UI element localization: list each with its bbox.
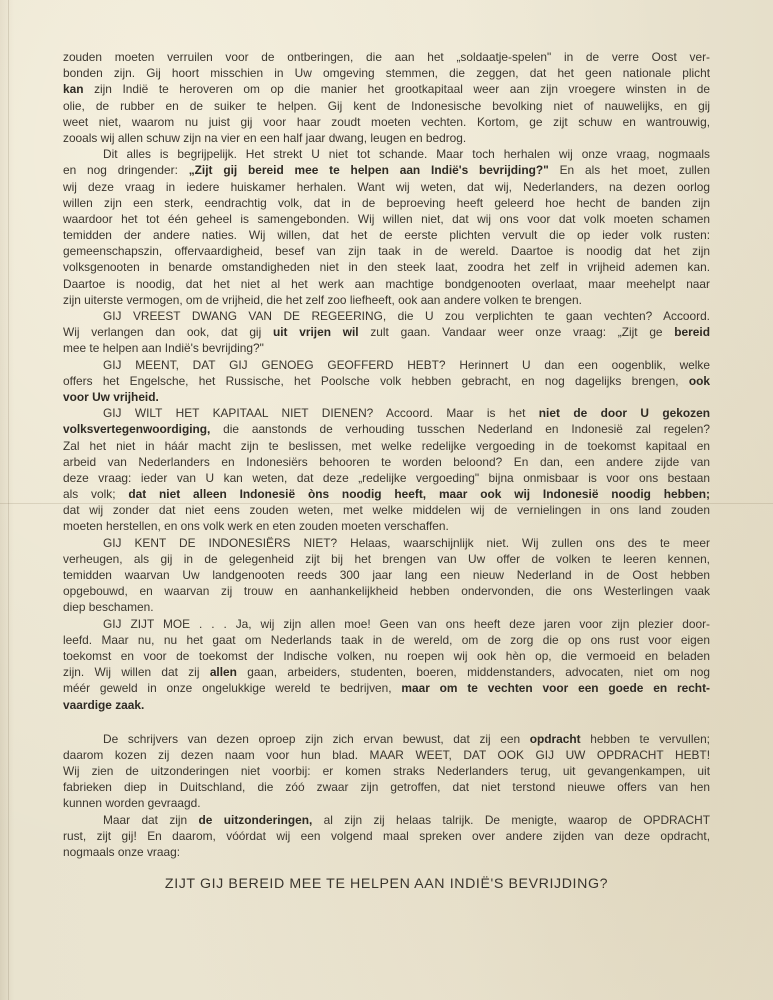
text-line bbox=[63, 438, 710, 454]
text-line bbox=[63, 502, 710, 518]
text-line bbox=[63, 357, 710, 373]
text: leefd. Maar nu, nu het gaat om Nederlands taak in de wereld, om de zorg die op ons rust voor eigen bbox=[63, 632, 710, 647]
bold-text: „Zijt gij bereid mee te helpen aan Indië's bevrijding?" bbox=[188, 163, 549, 178]
bold-text: dat niet alleen Indonesië òns noodig heeft, maar ook wij Indonesië noodig hebben; bbox=[128, 487, 710, 502]
document-body bbox=[63, 49, 710, 860]
text: kunnen worden gevraagd. bbox=[63, 796, 201, 811]
paragraph bbox=[63, 49, 710, 146]
text: hebben te vervullen; bbox=[580, 731, 710, 746]
paragraph bbox=[63, 616, 710, 713]
bold-text: vaardige zaak. bbox=[63, 697, 145, 712]
text: nogmaals onze vraag: bbox=[63, 845, 180, 859]
text-line bbox=[63, 308, 710, 324]
paragraph bbox=[63, 146, 710, 308]
paragraph bbox=[63, 405, 710, 535]
text-line bbox=[63, 470, 710, 486]
text: zooals wij allen schuw zijn na vier en een half jaar dwang, leugen en bedrog. bbox=[63, 130, 467, 145]
bold-text: bereid bbox=[674, 325, 710, 340]
text: bonden zijn. Gij hoort misschien in Uw omgeving stemmen, die zeggen, dat het geen nationale plicht bbox=[63, 66, 710, 81]
bold-text: allen bbox=[209, 665, 237, 680]
text: temidden waarvan Uw landgenooten reeds 300 jaar lang een nieuw Nederland in de Oost hebben bbox=[63, 568, 710, 582]
text-line bbox=[63, 130, 710, 146]
text-line bbox=[63, 763, 710, 779]
section-gap bbox=[63, 713, 710, 731]
text: Wij verlangen dan ook, dat gij bbox=[63, 325, 273, 340]
text-line bbox=[63, 680, 710, 696]
text: rust, zijt gij! En daarom, vóórdat wij een volgend maal spreken over andere zijden van deze opdracht, bbox=[63, 828, 710, 843]
paragraph bbox=[63, 357, 710, 406]
text-line bbox=[63, 454, 710, 470]
text: als volk; bbox=[63, 487, 129, 502]
text: willen zijn een sterk, eendrachtig volk, dat in de beproeving heeft geleerd hoe hecht de banden zijn bbox=[63, 195, 710, 210]
bold-text: de uitzonderingen, bbox=[198, 812, 313, 827]
text-line bbox=[63, 697, 710, 713]
text: diep beschamen. bbox=[63, 600, 154, 615]
text-line bbox=[63, 616, 710, 632]
text: gemeenschapszin, offervaardigheid, besef van zijn taak in de wereld. Daartoe is noodig dat het zijn bbox=[63, 244, 710, 259]
text-line bbox=[63, 648, 710, 664]
text-line bbox=[63, 146, 710, 162]
text-line bbox=[63, 551, 710, 567]
text-line bbox=[63, 632, 710, 648]
paragraph bbox=[63, 731, 710, 812]
text: temidden der andere naties. Wij willen, dat het de eerste plichten vervult die op ieder volk rusten: bbox=[63, 228, 710, 243]
text-line bbox=[63, 421, 710, 437]
text: GIJ WILT HET KAPITAAL NIET DIENEN? Accoord. Maar is het bbox=[103, 406, 539, 421]
paragraph bbox=[63, 535, 710, 616]
closing-heading: ZIJT GIJ BEREID MEE TE HELPEN AAN INDIË'S BEVRIJDING? bbox=[164, 876, 609, 892]
text: al zijn zij helaas talrijk. De menigte, waarop de OPDRACHT bbox=[312, 812, 710, 827]
text-line bbox=[63, 583, 710, 599]
text: zijn Indië te heroveren om op die manier het grootkapitaal weer aan zijn vroegere winsten in de bbox=[83, 82, 710, 97]
text-line bbox=[63, 812, 710, 828]
text-line bbox=[63, 195, 710, 211]
text-line bbox=[63, 324, 710, 340]
text-line bbox=[63, 828, 710, 844]
bold-text: maar om te vechten voor een goede en recht- bbox=[401, 681, 710, 696]
text: zult gaan. Vandaar weer onze vraag: „Zijt ge bbox=[358, 325, 675, 340]
text: wij deze vraag in iedere huiskamer herhalen. Want wij weten, dat wij, Nederlanders, na dezen oorlog bbox=[63, 179, 710, 194]
text: waardoor het tot één geheel is samengebonden. Wij willen niet, dat wij ons voor dat volk moeten schamen bbox=[63, 211, 710, 226]
text-line bbox=[63, 114, 710, 130]
text-line bbox=[63, 227, 710, 243]
text-line bbox=[63, 486, 710, 502]
bold-text: uit vrijen wil bbox=[272, 325, 359, 340]
text-line bbox=[63, 779, 710, 795]
text-line bbox=[63, 747, 710, 763]
text: dat wij zonder dat niet eens zouden weten, met welke middelen wij de vernielingen in ons land zouden bbox=[63, 503, 710, 518]
text-line bbox=[63, 211, 710, 227]
text: volksgenooten in benarde omstandigheden niet in den steek laat, zoodra het zelf in vrijheid ademen kan. bbox=[63, 260, 710, 275]
text-line bbox=[63, 731, 710, 747]
text: gaan, arbeiders, studenten, boeren, middenstanders, advocaten, niet om nog bbox=[236, 665, 711, 680]
bold-text: ook bbox=[688, 373, 710, 388]
bold-text: volksvertegenwoordiging, bbox=[63, 422, 211, 437]
text-line bbox=[63, 243, 710, 259]
text: moeten herstellen, en ons volk werk en eten zouden moeten verschaffen. bbox=[63, 519, 449, 534]
text: De schrijvers van dezen oproep zijn zich ervan bewust, dat zij een bbox=[103, 731, 530, 746]
text-line bbox=[63, 81, 710, 97]
bold-text: niet de door U gekozen bbox=[538, 406, 710, 421]
text: daarom kozen zij dezen naam voor hun blad. MAAR WEET, DAT OOK GIJ UW OPDRACHT HEBT! bbox=[63, 747, 710, 762]
text-line bbox=[63, 340, 710, 356]
text: deze vraag: ieder van U kan weten, dat deze „redelijke vergoeding" bijna onmisbaar is voor ons bestaan bbox=[63, 470, 710, 485]
text-line bbox=[63, 259, 710, 275]
text-line bbox=[63, 49, 710, 65]
text-line bbox=[63, 179, 710, 195]
text: GIJ KENT DE INDONESIËRS NIET? Helaas, waarschijnlijk niet. Wij zullen ons des te meer bbox=[103, 535, 710, 550]
text: GIJ MEENT, DAT GIJ GENOEG GEOFFERD HEBT? Herinnert U dan een oogenblik, welke bbox=[103, 357, 710, 372]
text-line bbox=[63, 599, 710, 615]
text: zijn. Wij willen dat zij bbox=[63, 665, 210, 680]
text-line bbox=[63, 276, 710, 292]
text: Zal het niet in háár macht zijn te beslissen, met welke redelijke vergoeding in de toekomst kapitaal en bbox=[63, 438, 710, 453]
text: zijn uiterste vermogen, om de vrijheid, die het zelf zoo liefheeft, ook aan andere volken te brengen. bbox=[63, 292, 582, 307]
text: offers het Engelsche, het Russische, het Poolsche volk hebben gebracht, en nog dagelijks brengen, bbox=[63, 373, 689, 388]
text-line bbox=[63, 389, 710, 405]
text: olie, de rubber en de suiker te helpen. Gij kent de Indonesische bevolking niet of nauwelijks, en gij bbox=[63, 98, 710, 113]
text: Dit alles is begrijpelijk. Het strekt U niet tot schande. Maar toch herhalen wij onze vraag, nogmaals bbox=[103, 147, 710, 162]
text: GIJ VREEST DWANG VAN DE REGEERING, die U zou verplichten te gaan vechten? Accoord. bbox=[103, 309, 710, 323]
text-line bbox=[63, 795, 710, 811]
text: mee te helpen aan Indië's bevrijding?" bbox=[63, 341, 264, 356]
text: Daartoe is noodig, dat het niet al het werk aan machtige bondgenooten overlaat, maar meehelpt naar bbox=[63, 276, 710, 291]
text-line bbox=[63, 292, 710, 308]
text-line bbox=[63, 405, 710, 421]
bold-text: kan bbox=[63, 82, 84, 97]
text: En als het moet, zullen bbox=[548, 163, 710, 178]
text: méér geweld in onze ongelukkige wereld te bedrijven, bbox=[63, 681, 402, 696]
paragraph bbox=[63, 308, 710, 357]
text: arbeid van Nederlanders en Indonesiërs behooren te worden beloond? En dan, een andere zijde van bbox=[63, 454, 710, 469]
text: weet niet, waarom nu juist gij voor haar zoudt moeten vechten. Kortom, ge zijt schuw en wantrouwig, bbox=[63, 114, 710, 129]
text: zouden moeten verruilen voor de ontberingen, die aan het „soldaatje-spelen" in de verre Oost ver- bbox=[63, 50, 710, 64]
paper-edge-crease bbox=[8, 0, 9, 1000]
text: Wij zien de uitzonderingen niet voorbij: er komen straks Nederlanders terug, uit gevangenkampen, uit bbox=[63, 764, 710, 779]
text-line bbox=[63, 98, 710, 114]
text-line bbox=[63, 844, 710, 860]
bold-text: voor Uw vrijheid. bbox=[63, 389, 159, 404]
text: toekomst en voor de toekomst der Indische volken, nu roepen wij ook hèn op, die vermoeid en beladen bbox=[63, 648, 710, 663]
text-line bbox=[63, 664, 710, 680]
bold-text: opdracht bbox=[529, 731, 581, 746]
text: opgebouwd, en waarvan zij trouw en aanhankelijkheid hebben ondervonden, die ons Westerlingen vaak bbox=[63, 584, 710, 599]
text: Maar dat zijn bbox=[103, 812, 199, 827]
text-line bbox=[63, 162, 710, 178]
text-line bbox=[63, 373, 710, 389]
text: die aanstonds de verhouding tusschen Nederland en Indonesië zal regelen? bbox=[210, 422, 710, 437]
paragraph bbox=[63, 812, 710, 861]
text-line bbox=[63, 65, 710, 81]
text: en nog dringender: bbox=[63, 163, 189, 178]
text: fabrieken diep in Duitschland, die zóó zwaar zijn getroffen, dat niet terstond nieuwe offers van hen bbox=[63, 780, 710, 795]
text-line bbox=[63, 518, 710, 534]
text: verheugen, als gij in de gelegenheid zijt bij het brengen van Uw offer de volken te leeren kennen, bbox=[63, 551, 710, 566]
text-line bbox=[63, 535, 710, 551]
text-line bbox=[63, 567, 710, 583]
text: GIJ ZIJT MOE . . . Ja, wij zijn allen moe! Geen van ons heeft deze jaren voor zijn plezier door- bbox=[103, 616, 710, 631]
